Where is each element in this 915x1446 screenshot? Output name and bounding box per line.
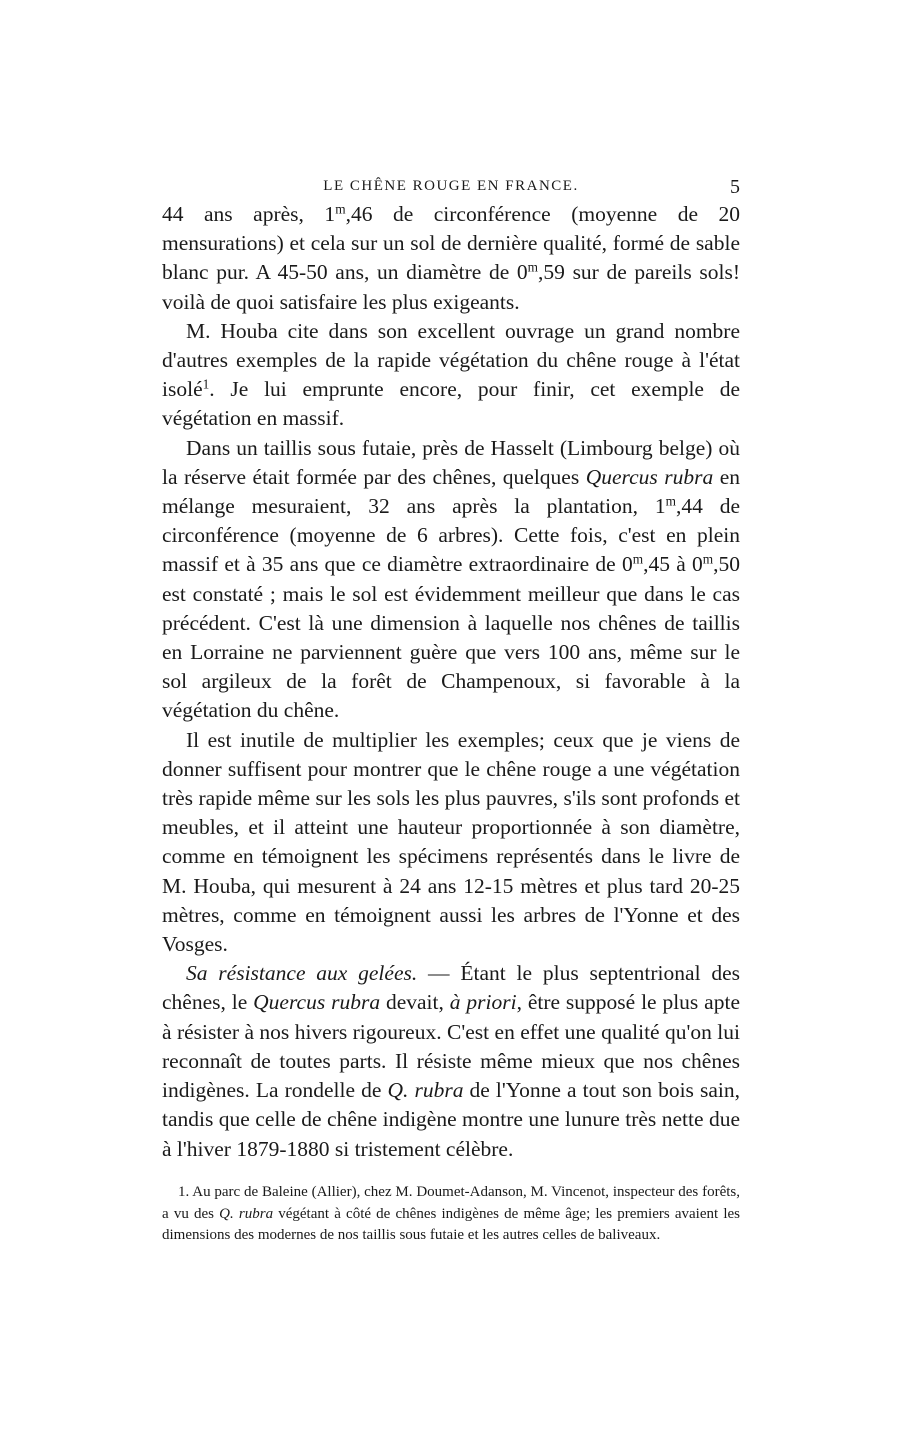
text-run: ,46 de circonférence (moyenne de 20 mensurations) et cela sur un sol de dernière qualité, formé de sable blanc pur. A 45-50 ans, un diamètre de 0 bbox=[162, 202, 740, 285]
italic-text: Q. rubra bbox=[387, 1078, 464, 1103]
text-run: Dans un taillis sous futaie, près de Hasselt (Limbourg belge) où la réserve était formée par des chênes, quelques bbox=[162, 435, 740, 489]
italic-text: à priori bbox=[449, 990, 517, 1015]
superscript: m bbox=[335, 201, 346, 217]
paragraph bbox=[162, 200, 740, 317]
text-run: ,59 sur de pareils sols! voilà de quoi satisfaire les plus exigeants. bbox=[162, 260, 740, 314]
superscript: 1 bbox=[202, 376, 210, 392]
superscript: m bbox=[702, 552, 714, 568]
paragraph bbox=[162, 317, 740, 434]
italic-text: Quercus rubra bbox=[253, 990, 381, 1015]
text-run: végétant à côté de chênes indigènes de même âge; les premiers avaient les dimensions des modernes de nos taillis sous futaie et les autres celles de baliveaux. bbox=[162, 1205, 741, 1243]
text-run: , être supposé le plus apte à résister à nos hivers rigoureux. C'est en effet une qualité qu'on lui reconnaît de toutes parts. Il résiste même mieux que nos chênes indigènes. La rondelle de bbox=[162, 990, 740, 1103]
paragraph bbox=[162, 959, 740, 1163]
superscript: m bbox=[527, 260, 539, 276]
text-run: ,44 de circonférence (moyenne de 6 arbres). Cette fois, c'est en plein massif et à 35 ans que ce diamètre extraordinaire de 0 bbox=[162, 494, 740, 577]
superscript: m bbox=[632, 552, 644, 568]
italic-text: Quercus rubra bbox=[585, 464, 714, 489]
text-run: ,50 est constaté ; mais le sol est évidemment meilleur que dans le cas précédent. C'est là une dimension à laquelle nos chênes de taillis en Lorraine ne parviennent guère que vers 100 ans, même sur le sol argileux de la forêt de Champenoux, si favorable à la végétation du chêne. bbox=[162, 552, 740, 723]
text-run: devait, bbox=[380, 990, 450, 1015]
footnote bbox=[162, 1182, 740, 1247]
text-run: M. Houba cite dans son excellent ouvrage un grand nombre d'autres exemples de la rapide végétation du chêne rouge à l'état isolé bbox=[162, 318, 740, 402]
italic-text: Sa résistance aux gelées. bbox=[186, 961, 418, 986]
paragraph bbox=[162, 434, 740, 726]
text-run: en mélange mesuraient, 32 ans après la plantation, 1 bbox=[162, 464, 740, 519]
superscript: m bbox=[665, 493, 676, 509]
text-run: de l'Yonne a tout son bois sain, tandis que celle de chêne indigène montre une lunure très nette due à l'hiver 1879-1880 si tristement célèbre. bbox=[162, 1078, 741, 1161]
text-run: ,45 à 0 bbox=[643, 552, 703, 577]
page-number: 5 bbox=[730, 176, 740, 198]
text-run: Il est inutile de multiplier les exemples; ceux que je viens de donner suffisent pour montrer que le chêne rouge a une végétation très rapide même sur les sols les plus pauvres, s'ils sont profonds et meubles, et il atteint une hauteur proportionnée à son diamètre, comme en témoignent les spécimens représentés dans le livre de M. Houba, qui mesurent à 24 ans 12-15 mètres et plus tard 20-25 mètres, comme en témoignent aussi les arbres de l'Yonne et des Vosges. bbox=[162, 727, 740, 957]
text-run: 44 ans après, 1 bbox=[162, 202, 336, 226]
text-run: . Je lui emprunte encore, pour finir, cet exemple de végétation en massif. bbox=[162, 377, 740, 431]
running-head bbox=[162, 176, 740, 198]
body-text bbox=[162, 200, 740, 1164]
running-head-title: LE CHÊNE ROUGE EN FRANCE. bbox=[323, 178, 579, 194]
footnotes bbox=[162, 1182, 740, 1247]
text-run: 1. Au parc de Baleine (Allier), chez M. Doumet-Adanson, M. Vincenot, inspecteur des forêts, a vu des bbox=[162, 1184, 740, 1222]
italic-text: Q. rubra bbox=[219, 1205, 274, 1222]
paragraph bbox=[162, 726, 740, 960]
text-run: — Étant le plus septentrional des chênes, le bbox=[162, 961, 741, 1015]
